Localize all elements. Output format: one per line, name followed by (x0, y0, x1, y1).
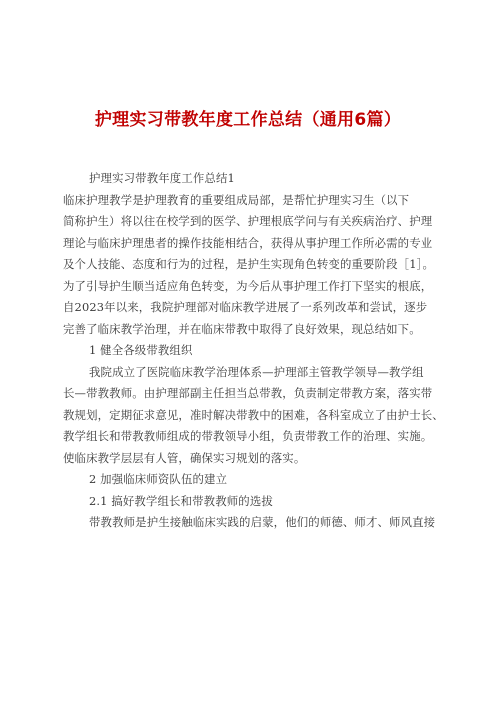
body-line: 带教教师是护生接触临床实践的启蒙，他们的师德、师才、师风直接 (89, 515, 436, 529)
body-line: 教学组长和带教教师组成的带教领导小组，负责带教工作的治理、实施。 (63, 429, 433, 443)
body-line: 长—带教教师。由护理部副主任担当总带教，负责制定带教方案，落实带 (63, 386, 433, 400)
document-body (63, 168, 444, 534)
body-line: 及个人技能、态度和行为的过程，是护生实现角色转变的重要阶段［1］。 (63, 257, 434, 271)
body-line: 完善了临床教学治理，并在临床带教中取得了良好效果，现总结如下。 (63, 321, 421, 336)
body-line: 简称护生）将以往在校学到的医学、护理根底学问与有关疾病治疗、护理 (63, 214, 433, 228)
body-line: 护理实习带教年度工作总结1 (89, 171, 235, 185)
body-line: 为了引导护生顺当适应角色转变，为今后从事护理工作打下坚实的根底， (63, 278, 433, 293)
body-line: 自2023年以来，我院护理部对临床教学进展了一系列改革和尝试，逐步 (63, 300, 428, 314)
body-line: 临床护理教学是护理教育的重要组成局部，是帮忙护理实习生（以下 (63, 192, 410, 207)
section-heading: 2 加强临床师资队伍的建立 (89, 472, 228, 486)
subsection-heading: 2.1 搞好教学组长和带教教师的选拔 (89, 493, 273, 508)
body-line: 我院成立了医院临床教学治理体系—护理部主管教学领导—教学组 (89, 364, 424, 379)
body-line: 使临床教学层层有人管，确保实习规划的落实。 (63, 450, 306, 465)
section-heading: 1 健全各级带教组织 (89, 343, 193, 357)
body-line: 教规划，定期征求意见，准时解决带教中的困难，各科室成立了由护士长、 (63, 407, 444, 422)
document-title: 护理实习带教年度工作总结（通用6篇） (94, 110, 402, 130)
body-line: 理论与临床护理患者的操作技能相结合，获得从事护理工作所必需的专业 (63, 235, 433, 250)
